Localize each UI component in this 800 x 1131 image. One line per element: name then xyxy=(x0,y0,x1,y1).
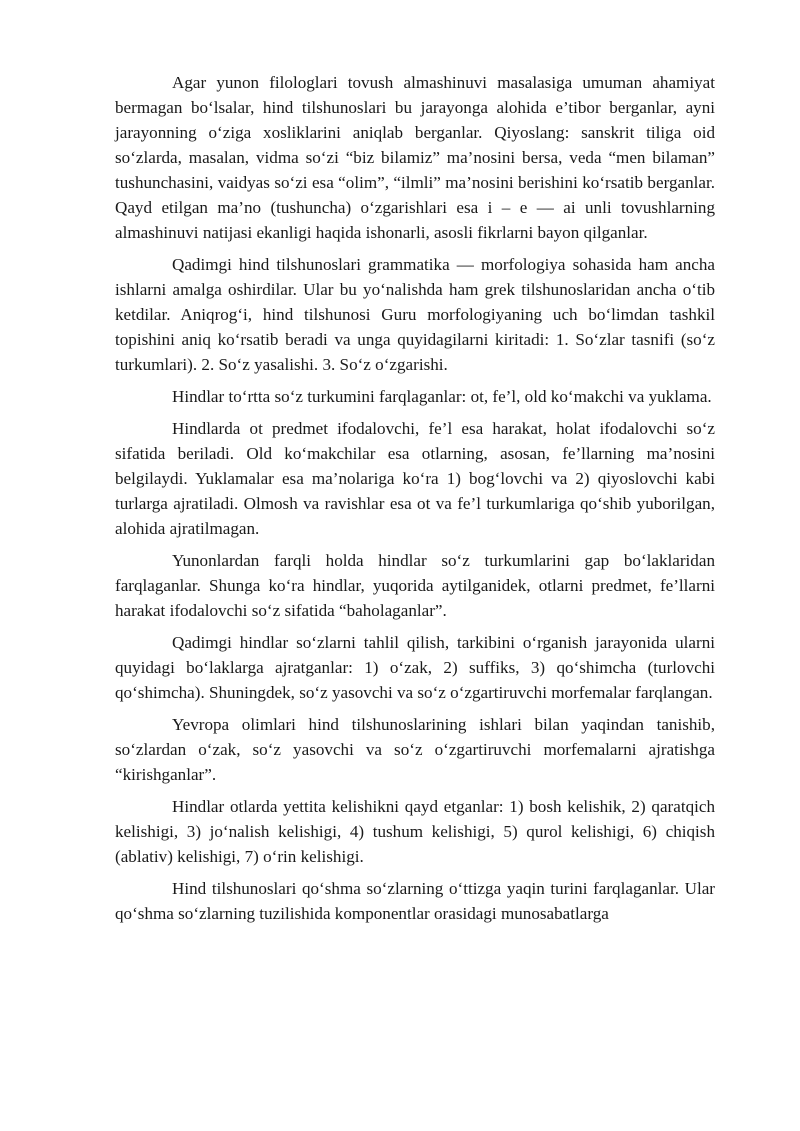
paragraph: Hind tilshunoslari qo‘shma so‘zlarning o‘ttizga yaqin turini farqlaganlar. Ular qo‘shma so‘zlarning tuzilishida komponentlar orasidagi munosabatlarga xyxy=(115,879,715,923)
paragraph: Yevropa olimlari hind tilshunoslarining ishlari bilan yaqindan tanishib, so‘zlardan o‘zak, so‘z yasovchi va so‘z o‘zgartiruvchi morfemalarni ajratishga “kirishganlar”. xyxy=(115,715,715,784)
document-body xyxy=(115,70,715,926)
paragraph: Hindlar otlarda yettita kelishikni qayd etganlar: 1) bosh kelishik, 2) qaratqich kelishigi, 3) jo‘nalish kelishigi, 4) tushum kelishigi, 5) qurol kelishigi, 6) chiqish (ablativ) kelishigi, 7) o‘rin kelishigi. xyxy=(115,797,715,866)
paragraph: Agar yunon filologlari tovush almashinuvi masalasiga umuman ahamiyat bermagan bo‘lsalar, hind tilshunoslari bu jarayonga alohida e’tibor berganlar, ayni jarayonning o‘ziga xosliklarini aniqlab berganlar. Qiyoslang: sanskrit tiliga oid so‘zlarda, masalan, vidma so‘zi “biz bilamiz” ma’nosini bersa, veda “men bilaman” tushunchasini, vaidyas so‘zi esa “olim”, “ilmli” ma’nosini berishini ko‘rsatib berganlar. Qayd etilgan ma’no (tushuncha) o‘zgarishlari esa i – e — ai unli tovushlarning almashinuvi natijasi ekanligi haqida ishonarli, asosli fikrlarni bayon qilganlar. xyxy=(115,73,715,242)
paragraph: Qadimgi hind tilshunoslari grammatika — morfologiya sohasida ham ancha ishlarni amalga oshirdilar. Ular bu yo‘nalishda ham grek tilshunoslaridan ancha o‘tib ketdilar. Aniqrog‘i, hind tilshunosi Guru morfologiyaning uch bo‘limdan tashkil topishini aniq ko‘rsatib beradi va unga quyidagilarni kiritadi: 1. So‘zlar tasnifi (so‘z turkumlari). 2. So‘z yasalishi. 3. So‘z o‘zgarishi. xyxy=(115,255,715,374)
paragraph: Qadimgi hindlar so‘zlarni tahlil qilish, tarkibini o‘rganish jarayonida ularni quyidagi bo‘laklarga ajratganlar: 1) o‘zak, 2) suffiks, 3) qo‘shimcha (turlovchi qo‘shimcha). Shuningdek, so‘z yasovchi va so‘z o‘zgartiruvchi morfemalar farqlangan. xyxy=(115,633,715,702)
paragraph: Hindlarda ot predmet ifodalovchi, fe’l esa harakat, holat ifodalovchi so‘z sifatida beriladi. Old ko‘makchilar esa otlarning, asosan, fe’llarning ma’nosini belgilaydi. Yuklamalar esa ma’nolariga ko‘ra 1) bog‘lovchi va 2) qiyoslovchi kabi turlarga ajratiladi. Olmosh va ravishlar esa ot va fe’l turkumlariga qo‘shib yuborilgan, alohida ajratilmagan. xyxy=(115,419,715,538)
paragraph: Hindlar to‘rtta so‘z turkumini farqlaganlar: ot, fe’l, old ko‘makchi va yuklama. xyxy=(172,387,712,406)
paragraph: Yunonlardan farqli holda hindlar so‘z turkumlarini gap bo‘laklaridan farqlaganlar. Shunga ko‘ra hindlar, yuqorida aytilganidek, otlarni predmet, fe’llarni harakat ifodalovchi so‘z sifatida “baholaganlar”. xyxy=(115,551,715,620)
